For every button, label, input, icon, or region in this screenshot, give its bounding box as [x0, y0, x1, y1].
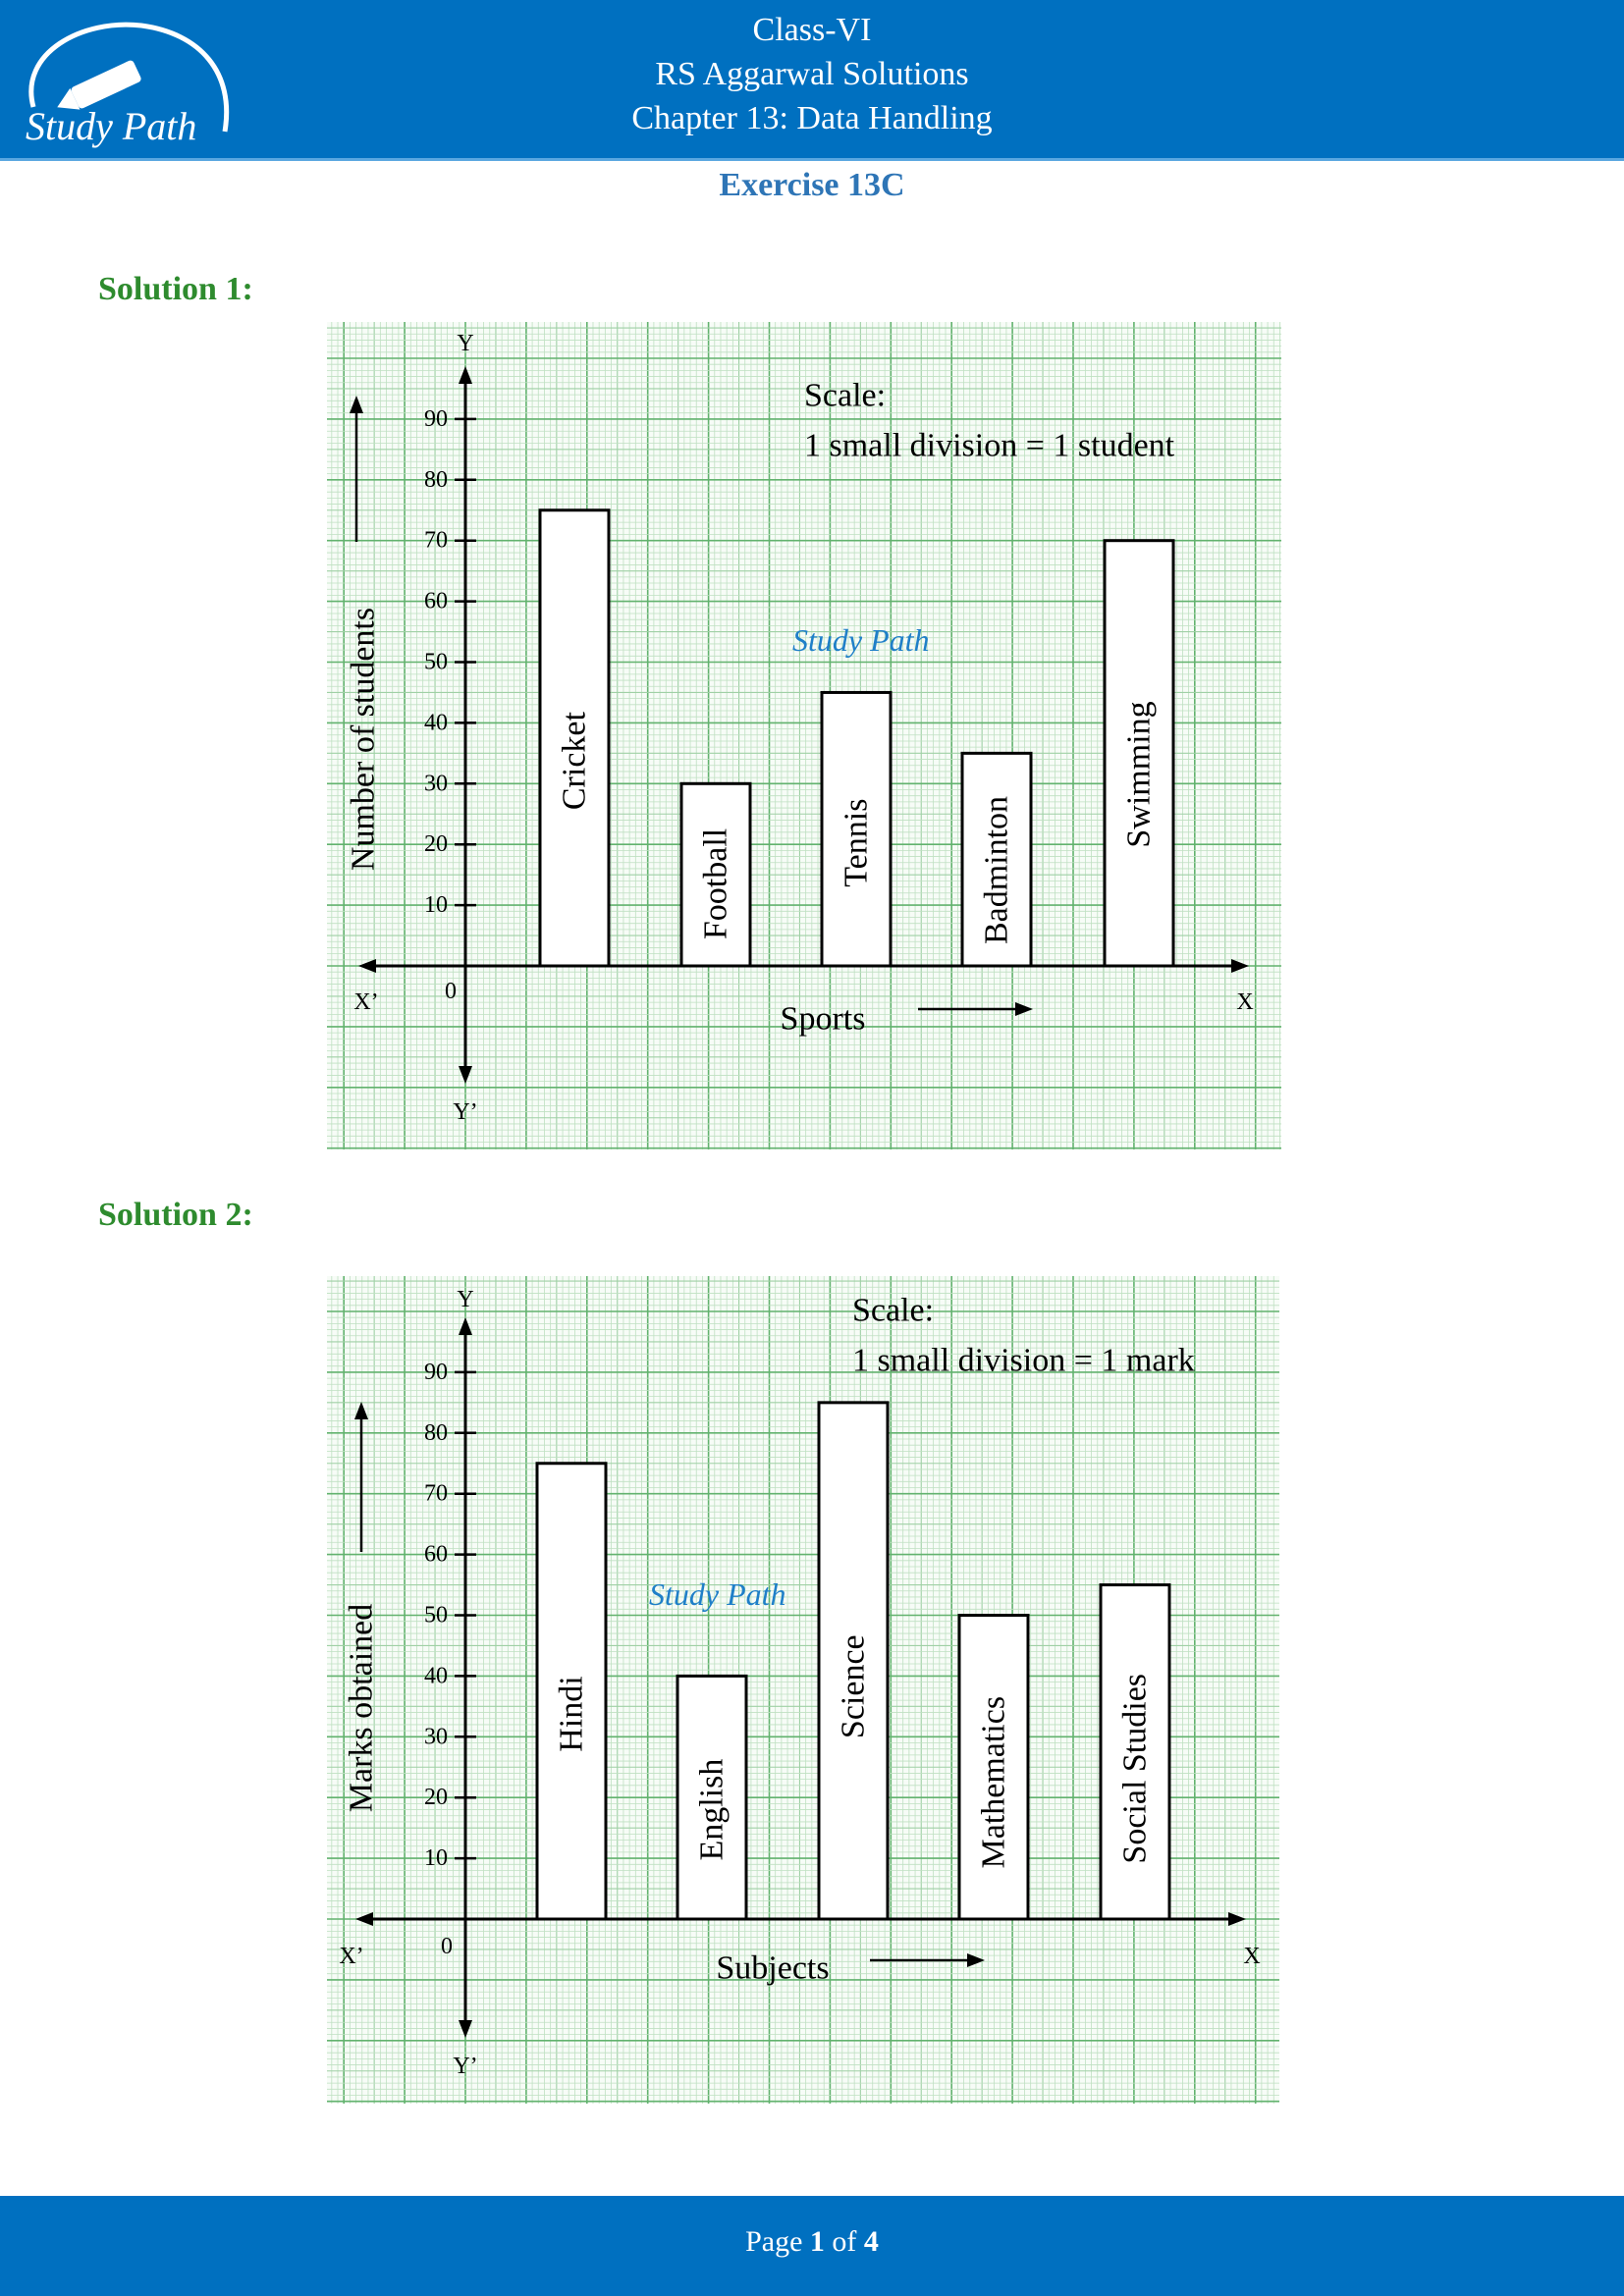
y-tick-label: 90: [424, 405, 448, 432]
bar-label: Football: [697, 828, 734, 940]
solution-2-heading: Solution 2:: [98, 1197, 253, 1233]
bar-label: Badminton: [978, 795, 1015, 945]
y-axis-title: Number of students: [345, 607, 382, 872]
chart-marks-bar-graph: [327, 1276, 1279, 2104]
y-tick-label: 80: [424, 1419, 448, 1446]
x-axis-title: Sports: [780, 1000, 866, 1038]
y-tick-label: 40: [424, 1663, 448, 1689]
header-banner: [0, 0, 1624, 161]
bar-label: English: [693, 1758, 731, 1861]
y-axis-positive-label: Y: [457, 331, 474, 356]
y-tick-label: 50: [424, 1602, 448, 1629]
y-tick-label: 70: [424, 527, 448, 554]
bar-label: Hindi: [553, 1676, 590, 1752]
origin-label: 0: [445, 979, 457, 1004]
page-of: of: [824, 2225, 864, 2258]
y-axis-positive-label: Y: [457, 1287, 474, 1312]
y-axis-negative-label: Y’: [453, 1099, 478, 1125]
bar-label: Cricket: [556, 712, 593, 811]
x-axis-positive-label: X: [1243, 1944, 1261, 1969]
scale-text: 1 small division = 1 mark: [852, 1342, 1195, 1379]
x-axis-negative-label: X’: [339, 1944, 364, 1969]
y-tick-label: 10: [424, 892, 448, 919]
y-axis-negative-label: Y’: [453, 2054, 478, 2079]
y-axis-title: Marks obtained: [343, 1603, 380, 1813]
study-path-watermark: Study Path: [792, 622, 930, 658]
y-tick-label: 20: [424, 831, 448, 858]
page-current: 1: [809, 2225, 825, 2258]
page-number: [0, 2225, 1624, 2259]
x-axis-negative-label: X’: [353, 989, 379, 1015]
x-axis-positive-label: X: [1236, 989, 1254, 1015]
chart-sports-bar-graph: [327, 322, 1281, 1149]
study-path-watermark: Study Path: [649, 1576, 786, 1612]
y-tick-label: 70: [424, 1480, 448, 1507]
x-axis-title: Subjects: [716, 1949, 830, 1987]
bar-label: Social Studies: [1116, 1673, 1154, 1864]
y-tick-label: 90: [424, 1359, 448, 1385]
y-tick-label: 60: [424, 1541, 448, 1568]
bar-label: Swimming: [1120, 701, 1158, 848]
y-tick-label: 30: [424, 771, 448, 797]
scale-title: Scale:: [804, 377, 887, 414]
header-class: Class-VI: [752, 12, 872, 48]
footer-banner: [0, 2196, 1624, 2296]
bar-label: Tennis: [838, 798, 875, 887]
bar-label: Science: [835, 1634, 872, 1739]
y-tick-label: 20: [424, 1785, 448, 1811]
exercise-title: Exercise 13C: [719, 167, 905, 203]
y-tick-label: 30: [424, 1724, 448, 1750]
solution-1-heading: Solution 1:: [98, 271, 253, 307]
y-tick-label: 60: [424, 588, 448, 614]
scale-title: Scale:: [852, 1292, 935, 1329]
logo-text: Study Path: [26, 104, 197, 148]
bar-label: Mathematics: [975, 1695, 1012, 1869]
scale-text: 1 small division = 1 student: [804, 427, 1175, 464]
y-tick-label: 10: [424, 1845, 448, 1872]
y-tick-label: 40: [424, 710, 448, 736]
origin-label: 0: [441, 1934, 453, 1959]
y-tick-label: 80: [424, 466, 448, 493]
page-prefix: Page: [745, 2225, 810, 2258]
page-total: 4: [863, 2225, 879, 2258]
header-book: RS Aggarwal Solutions: [655, 56, 969, 92]
y-tick-label: 50: [424, 649, 448, 675]
header-chapter: Chapter 13: Data Handling: [631, 100, 993, 136]
